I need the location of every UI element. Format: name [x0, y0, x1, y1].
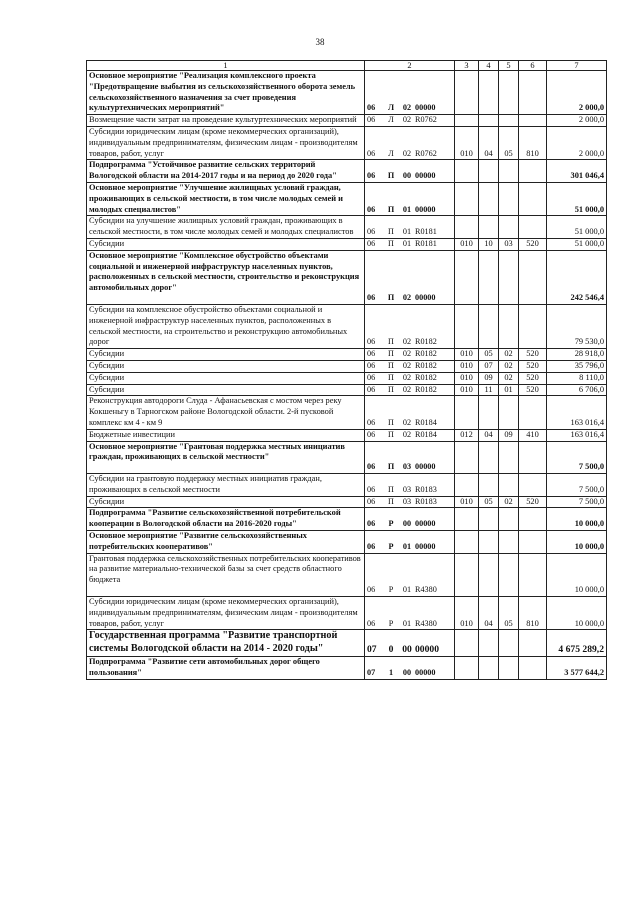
amount-cell: 163 016,4 [547, 396, 607, 429]
classifier-cell-c5 [499, 216, 519, 239]
classifier-cell-c3 [455, 250, 479, 304]
amount-cell: 51 000,0 [547, 182, 607, 215]
amount-cell: 242 546,4 [547, 250, 607, 304]
classifier-cell-c6: 520 [519, 372, 547, 384]
classifier-cell-c5 [499, 115, 519, 127]
classifier-cell-c4 [479, 553, 499, 596]
budget-code-part: 06 [367, 484, 376, 494]
budget-code-cell [365, 304, 455, 348]
budget-code-cell [365, 597, 455, 630]
budget-code-part: Л [388, 115, 394, 125]
budget-code-part: П [387, 204, 395, 214]
budget-code-part: R0762 [415, 148, 437, 158]
budget-code-part: R0182 [415, 360, 437, 370]
budget-code-part: R0182 [415, 337, 437, 347]
budget-code-part: R0182 [415, 384, 437, 394]
classifier-cell-c6 [519, 657, 547, 680]
budget-code-part: 01 [402, 618, 412, 628]
amount-cell: 2 000,0 [547, 115, 607, 127]
budget-code-part: 06 [367, 585, 376, 595]
classifier-cell-c4: 10 [479, 238, 499, 250]
budget-code-part: R0183 [415, 496, 437, 506]
classifier-cell-c6 [519, 182, 547, 215]
budget-code-cell [365, 429, 455, 441]
classifier-cell-c5 [499, 657, 519, 680]
classifier-cell-c6 [519, 115, 547, 127]
budget-code-part: 00000 [415, 462, 436, 472]
budget-code-part: Р [388, 618, 394, 628]
budget-code-part: 1 [388, 667, 394, 677]
classifier-cell-c5: 02 [499, 496, 519, 508]
classifier-cell-c4: 04 [479, 126, 499, 159]
classifier-cell-c4: 05 [479, 496, 499, 508]
table-row [87, 508, 607, 531]
classifier-cell-c3: 010 [455, 496, 479, 508]
budget-code-cell [365, 216, 455, 239]
table-row [87, 441, 607, 474]
classifier-cell-c5 [499, 71, 519, 115]
table-row [87, 360, 607, 372]
budget-code-part: Л [388, 148, 394, 158]
budget-code-part: R4380 [415, 618, 437, 628]
budget-code-part: Р [388, 585, 394, 595]
amount-cell: 163 016,4 [547, 429, 607, 441]
budget-code-part: 06 [367, 429, 376, 439]
classifier-cell-c3: 010 [455, 597, 479, 630]
budget-code-part: 06 [367, 417, 376, 427]
budget-code-part: 00000 [415, 644, 439, 656]
row-name-cell: Подпрограмма "Устойчивое развитие сельских территорий Вологодской области на 2014-2017 годы и на период до 2020 года" [87, 160, 365, 183]
budget-code-part: П [387, 462, 395, 472]
amount-cell: 10 000,0 [547, 531, 607, 554]
classifier-cell-c3 [455, 304, 479, 348]
classifier-cell-c3 [455, 441, 479, 474]
budget-code-part: 02 [402, 349, 412, 359]
row-name-cell: Реконструкция автодороги Слуда - Афанасьевская с мостом через реку Кокшеньгу в Тарногском районе Вологодской области. 2-й пусковой комплекс км 4 - км 9 [87, 396, 365, 429]
budget-code-part: R0762 [415, 115, 437, 125]
classifier-cell-c5: 05 [499, 126, 519, 159]
classifier-cell-c6 [519, 160, 547, 183]
budget-code-part: R0182 [415, 372, 437, 382]
amount-cell: 28 918,0 [547, 349, 607, 361]
budget-code-part: П [388, 349, 394, 359]
row-name-cell: Основное мероприятие "Грантовая поддержка местных инициатив граждан, проживающих в сельской местности" [87, 441, 365, 474]
table-row [87, 531, 607, 554]
classifier-cell-c5 [499, 182, 519, 215]
budget-code-part: 01 [402, 238, 412, 248]
budget-code-part: Р [388, 541, 394, 551]
budget-code-cell [365, 115, 455, 127]
budget-code-part: 00000 [415, 541, 436, 551]
row-name-cell: Субсидии юридическим лицам (кроме некоммерческих организаций), индивидуальным предпринимателям, физическим лицам - производителям товаров, работ, услуг [87, 597, 365, 630]
budget-code-part: R0181 [415, 227, 437, 237]
classifier-cell-c4 [479, 508, 499, 531]
budget-code-part: П [388, 429, 394, 439]
classifier-cell-c4 [479, 115, 499, 127]
budget-code-part: 02 [402, 417, 412, 427]
budget-code-part: П [388, 238, 394, 248]
budget-code-cell [365, 508, 455, 531]
budget-code-cell [365, 238, 455, 250]
classifier-cell-c6: 410 [519, 429, 547, 441]
table-row [87, 372, 607, 384]
column-header: 1 [87, 61, 365, 71]
column-header: 6 [519, 61, 547, 71]
classifier-cell-c3: 010 [455, 238, 479, 250]
budget-code-part: 02 [402, 115, 412, 125]
classifier-cell-c3 [455, 474, 479, 497]
classifier-cell-c5 [499, 474, 519, 497]
budget-code-part: П [388, 227, 394, 237]
classifier-cell-c3: 010 [455, 360, 479, 372]
budget-code-part: R0183 [415, 484, 437, 494]
budget-code-part: 02 [402, 103, 412, 113]
classifier-cell-c4 [479, 304, 499, 348]
classifier-cell-c4: 05 [479, 349, 499, 361]
table-row [87, 238, 607, 250]
row-name-cell: Субсидии [87, 349, 365, 361]
classifier-cell-c4 [479, 160, 499, 183]
row-name-cell: Возмещение части затрат на проведение культуртехнических мероприятий [87, 115, 365, 127]
row-name-cell: Грантовая поддержка сельскохозяйственных потребительских кооперативов на развитие материально-технической базы за счет средств областного бюджета [87, 553, 365, 596]
budget-code-cell [365, 71, 455, 115]
budget-code-part: П [388, 484, 394, 494]
budget-code-part: П [388, 417, 394, 427]
budget-code-part: R0184 [415, 429, 437, 439]
classifier-cell-c4: 09 [479, 372, 499, 384]
row-name-cell: Субсидии [87, 384, 365, 396]
classifier-cell-c3: 012 [455, 429, 479, 441]
row-name-cell: Субсидии [87, 372, 365, 384]
classifier-cell-c6 [519, 441, 547, 474]
classifier-cell-c4 [479, 250, 499, 304]
classifier-cell-c6 [519, 531, 547, 554]
table-row [87, 115, 607, 127]
classifier-cell-c6 [519, 508, 547, 531]
classifier-cell-c6 [519, 553, 547, 596]
table-row [87, 384, 607, 396]
row-name-cell: Субсидии [87, 238, 365, 250]
budget-code-part: 00000 [415, 103, 436, 113]
classifier-cell-c6: 520 [519, 238, 547, 250]
table-row [87, 496, 607, 508]
table-row [87, 160, 607, 183]
budget-code-part: 02 [402, 429, 412, 439]
column-header: 4 [479, 61, 499, 71]
budget-code-cell [365, 531, 455, 554]
budget-code-part: 06 [367, 349, 376, 359]
budget-code-part: 06 [367, 103, 376, 113]
budget-code-part: 06 [367, 115, 376, 125]
classifier-cell-c4 [479, 657, 499, 680]
classifier-cell-c5 [499, 250, 519, 304]
classifier-cell-c5 [499, 630, 519, 657]
classifier-cell-c4 [479, 474, 499, 497]
classifier-cell-c3 [455, 396, 479, 429]
budget-code-part: 06 [367, 360, 376, 370]
table-row [87, 396, 607, 429]
budget-code-cell [365, 372, 455, 384]
table-row [87, 126, 607, 159]
classifier-cell-c6 [519, 474, 547, 497]
budget-code-part: 02 [402, 360, 412, 370]
budget-code-part: 02 [402, 337, 412, 347]
classifier-cell-c4: 04 [479, 429, 499, 441]
row-name-cell: Субсидии на комплексное обустройство объектами социальной и инженерной инфраструктур населенных пунктов, расположенных в сельской местности, на строительство и реконструкцию автомобильных дорог [87, 304, 365, 348]
amount-cell: 35 796,0 [547, 360, 607, 372]
budget-code-cell [365, 441, 455, 474]
budget-code-part: 00000 [415, 204, 436, 214]
row-name-cell: Основное мероприятие "Комплексное обустройство объектами социальной и инженерной инфраструктур населенных пунктов, расположенных в сельской местности, строительство и реконструкция автомобильных дорог" [87, 250, 365, 304]
column-header: 5 [499, 61, 519, 71]
classifier-cell-c3 [455, 630, 479, 657]
classifier-cell-c5: 02 [499, 349, 519, 361]
budget-code-cell [365, 160, 455, 183]
classifier-cell-c6: 810 [519, 126, 547, 159]
column-header: 3 [455, 61, 479, 71]
classifier-cell-c5 [499, 396, 519, 429]
table-row [87, 182, 607, 215]
budget-code-part: R0182 [415, 349, 437, 359]
budget-code-part: 00 [402, 519, 412, 529]
classifier-cell-c5 [499, 304, 519, 348]
amount-cell: 51 000,0 [547, 238, 607, 250]
classifier-cell-c3 [455, 182, 479, 215]
budget-code-part: П [388, 372, 394, 382]
amount-cell: 10 000,0 [547, 508, 607, 531]
classifier-cell-c4 [479, 396, 499, 429]
page-number: 38 [315, 37, 325, 47]
budget-code-part: R0181 [415, 238, 437, 248]
row-name-cell: Субсидии [87, 360, 365, 372]
budget-code-part: 0 [388, 644, 394, 656]
classifier-cell-c5: 05 [499, 597, 519, 630]
budget-code-part: 02 [402, 293, 412, 303]
budget-code-cell [365, 630, 455, 657]
budget-code-part: П [387, 171, 395, 181]
amount-cell: 79 530,0 [547, 304, 607, 348]
budget-code-part: 00000 [415, 667, 436, 677]
classifier-cell-c4 [479, 441, 499, 474]
budget-code-part: 00000 [415, 171, 436, 181]
classifier-cell-c6 [519, 396, 547, 429]
amount-cell: 2 000,0 [547, 71, 607, 115]
classifier-cell-c6: 810 [519, 597, 547, 630]
classifier-cell-c3 [455, 531, 479, 554]
classifier-cell-c3 [455, 508, 479, 531]
table-row [87, 474, 607, 497]
classifier-cell-c3 [455, 216, 479, 239]
amount-cell: 7 500,0 [547, 441, 607, 474]
classifier-cell-c3: 010 [455, 349, 479, 361]
classifier-cell-c5: 03 [499, 238, 519, 250]
amount-cell: 2 000,0 [547, 126, 607, 159]
amount-cell: 51 000,0 [547, 216, 607, 239]
budget-code-part: R0184 [415, 417, 437, 427]
classifier-cell-c6: 520 [519, 384, 547, 396]
budget-code-part: 06 [367, 204, 376, 214]
classifier-cell-c6: 520 [519, 349, 547, 361]
budget-table [86, 60, 607, 680]
classifier-cell-c3 [455, 657, 479, 680]
row-name-cell: Субсидии [87, 496, 365, 508]
classifier-cell-c6: 520 [519, 496, 547, 508]
budget-code-cell [365, 474, 455, 497]
table-header-row [87, 61, 607, 71]
classifier-cell-c3 [455, 553, 479, 596]
classifier-cell-c4 [479, 182, 499, 215]
amount-cell: 6 706,0 [547, 384, 607, 396]
classifier-cell-c3: 010 [455, 372, 479, 384]
row-name-cell: Подпрограмма "Развитие сети автомобильных дорог общего пользования" [87, 657, 365, 680]
classifier-cell-c5 [499, 441, 519, 474]
classifier-cell-c6 [519, 250, 547, 304]
amount-cell: 10 000,0 [547, 553, 607, 596]
budget-code-cell [365, 396, 455, 429]
table-row [87, 630, 607, 657]
table-row [87, 304, 607, 348]
budget-code-part: П [388, 384, 394, 394]
classifier-cell-c4: 04 [479, 597, 499, 630]
budget-code-part: 07 [367, 644, 377, 656]
budget-code-part: 06 [367, 171, 376, 181]
budget-code-part: 06 [367, 372, 376, 382]
classifier-cell-c4: 07 [479, 360, 499, 372]
table-row [87, 553, 607, 596]
budget-code-part: 06 [367, 238, 376, 248]
budget-code-part: 03 [402, 484, 412, 494]
amount-cell: 301 046,4 [547, 160, 607, 183]
amount-cell: 4 675 289,2 [547, 630, 607, 657]
classifier-cell-c5 [499, 531, 519, 554]
budget-code-part: 06 [367, 384, 376, 394]
row-name-cell: Государственная программа "Развитие транспортной системы Вологодской области на 2014 - 2020 годы" [87, 630, 365, 657]
budget-code-part: 01 [402, 585, 412, 595]
budget-code-part: 02 [402, 384, 412, 394]
table-row [87, 597, 607, 630]
budget-code-cell [365, 657, 455, 680]
classifier-cell-c4 [479, 531, 499, 554]
amount-cell: 7 500,0 [547, 496, 607, 508]
classifier-cell-c5: 02 [499, 360, 519, 372]
budget-code-part: 06 [367, 519, 376, 529]
row-name-cell: Подпрограмма "Развитие сельскохозяйственной потребительской кооперации в Вологодской области на 2016-2020 годы" [87, 508, 365, 531]
budget-code-part: 06 [367, 293, 376, 303]
budget-code-part: 03 [402, 496, 412, 506]
budget-code-part: 06 [367, 496, 376, 506]
budget-code-part: 06 [367, 227, 376, 237]
amount-cell: 7 500,0 [547, 474, 607, 497]
row-name-cell: Субсидии на улучшение жилищных условий граждан, проживающих в сельской местности, в том числе молодых семей и молодых специалистов [87, 216, 365, 239]
budget-code-part: 06 [367, 148, 376, 158]
classifier-cell-c3 [455, 115, 479, 127]
budget-code-cell [365, 126, 455, 159]
budget-code-part: Л [387, 103, 395, 113]
classifier-cell-c3 [455, 71, 479, 115]
classifier-cell-c4 [479, 630, 499, 657]
budget-code-cell [365, 182, 455, 215]
budget-code-part: 07 [367, 667, 376, 677]
classifier-cell-c4: 11 [479, 384, 499, 396]
table-row [87, 216, 607, 239]
row-name-cell: Основное мероприятие "Развитие сельскохозяйственных потребительских кооперативов" [87, 531, 365, 554]
budget-code-part: П [388, 337, 394, 347]
budget-code-cell [365, 250, 455, 304]
budget-code-part: 01 [402, 204, 412, 214]
table-row [87, 657, 607, 680]
budget-code-part: 00 [402, 171, 412, 181]
budget-code-cell [365, 349, 455, 361]
amount-cell: 8 110,0 [547, 372, 607, 384]
classifier-cell-c6 [519, 71, 547, 115]
budget-code-part: П [387, 293, 395, 303]
table-body [87, 71, 607, 680]
budget-code-part: 06 [367, 462, 376, 472]
budget-code-part: 00 [402, 644, 412, 656]
classifier-cell-c6 [519, 216, 547, 239]
budget-code-part: П [388, 496, 394, 506]
table-row [87, 429, 607, 441]
classifier-cell-c5 [499, 160, 519, 183]
budget-code-cell [365, 553, 455, 596]
classifier-cell-c3: 010 [455, 126, 479, 159]
classifier-cell-c4 [479, 71, 499, 115]
row-name-cell: Основное мероприятие "Реализация комплексного проекта "Предотвращение выбытия из сельскохозяйственного оборота земель сельскохозяйственного назначения за счет проведения культуртехнических мероприятий" [87, 71, 365, 115]
classifier-cell-c6 [519, 630, 547, 657]
classifier-cell-c6: 520 [519, 360, 547, 372]
classifier-cell-c4 [479, 216, 499, 239]
budget-code-part: 01 [402, 541, 412, 551]
budget-code-part: 02 [402, 372, 412, 382]
classifier-cell-c3 [455, 160, 479, 183]
classifier-cell-c5 [499, 553, 519, 596]
classifier-cell-c5: 01 [499, 384, 519, 396]
budget-code-part: 01 [402, 227, 412, 237]
classifier-cell-c5: 02 [499, 372, 519, 384]
row-name-cell: Субсидии на грантовую поддержку местных инициатив граждан, проживающих в сельской местности [87, 474, 365, 497]
amount-cell: 3 577 644,2 [547, 657, 607, 680]
column-header: 2 [365, 61, 455, 71]
budget-code-part: 00000 [415, 293, 436, 303]
classifier-cell-c3: 010 [455, 384, 479, 396]
table-row [87, 71, 607, 115]
amount-cell: 10 000,0 [547, 597, 607, 630]
budget-code-part: 03 [402, 462, 412, 472]
budget-code-part: 00000 [415, 519, 436, 529]
budget-code-cell [365, 384, 455, 396]
row-name-cell: Субсидии юридическим лицам (кроме некоммерческих организаций), индивидуальным предпринимателям, физическим лицам - производителям товаров, работ, услуг [87, 126, 365, 159]
budget-code-part: 02 [402, 148, 412, 158]
table-row [87, 349, 607, 361]
classifier-cell-c5 [499, 508, 519, 531]
budget-code-part: 06 [367, 541, 376, 551]
budget-code-part: 06 [367, 337, 376, 347]
row-name-cell: Бюджетные инвестиции [87, 429, 365, 441]
column-header: 7 [547, 61, 607, 71]
budget-code-cell [365, 496, 455, 508]
budget-code-part: 06 [367, 618, 376, 628]
classifier-cell-c6 [519, 304, 547, 348]
budget-code-part: 00 [402, 667, 412, 677]
budget-code-part: R4380 [415, 585, 437, 595]
budget-code-cell [365, 360, 455, 372]
row-name-cell: Основное мероприятие "Улучшение жилищных условий граждан, проживающих в сельской местности, в том числе молодых семей и молодых специалистов" [87, 182, 365, 215]
budget-code-part: Р [388, 519, 394, 529]
budget-code-part: П [388, 360, 394, 370]
table-row [87, 250, 607, 304]
classifier-cell-c5: 09 [499, 429, 519, 441]
